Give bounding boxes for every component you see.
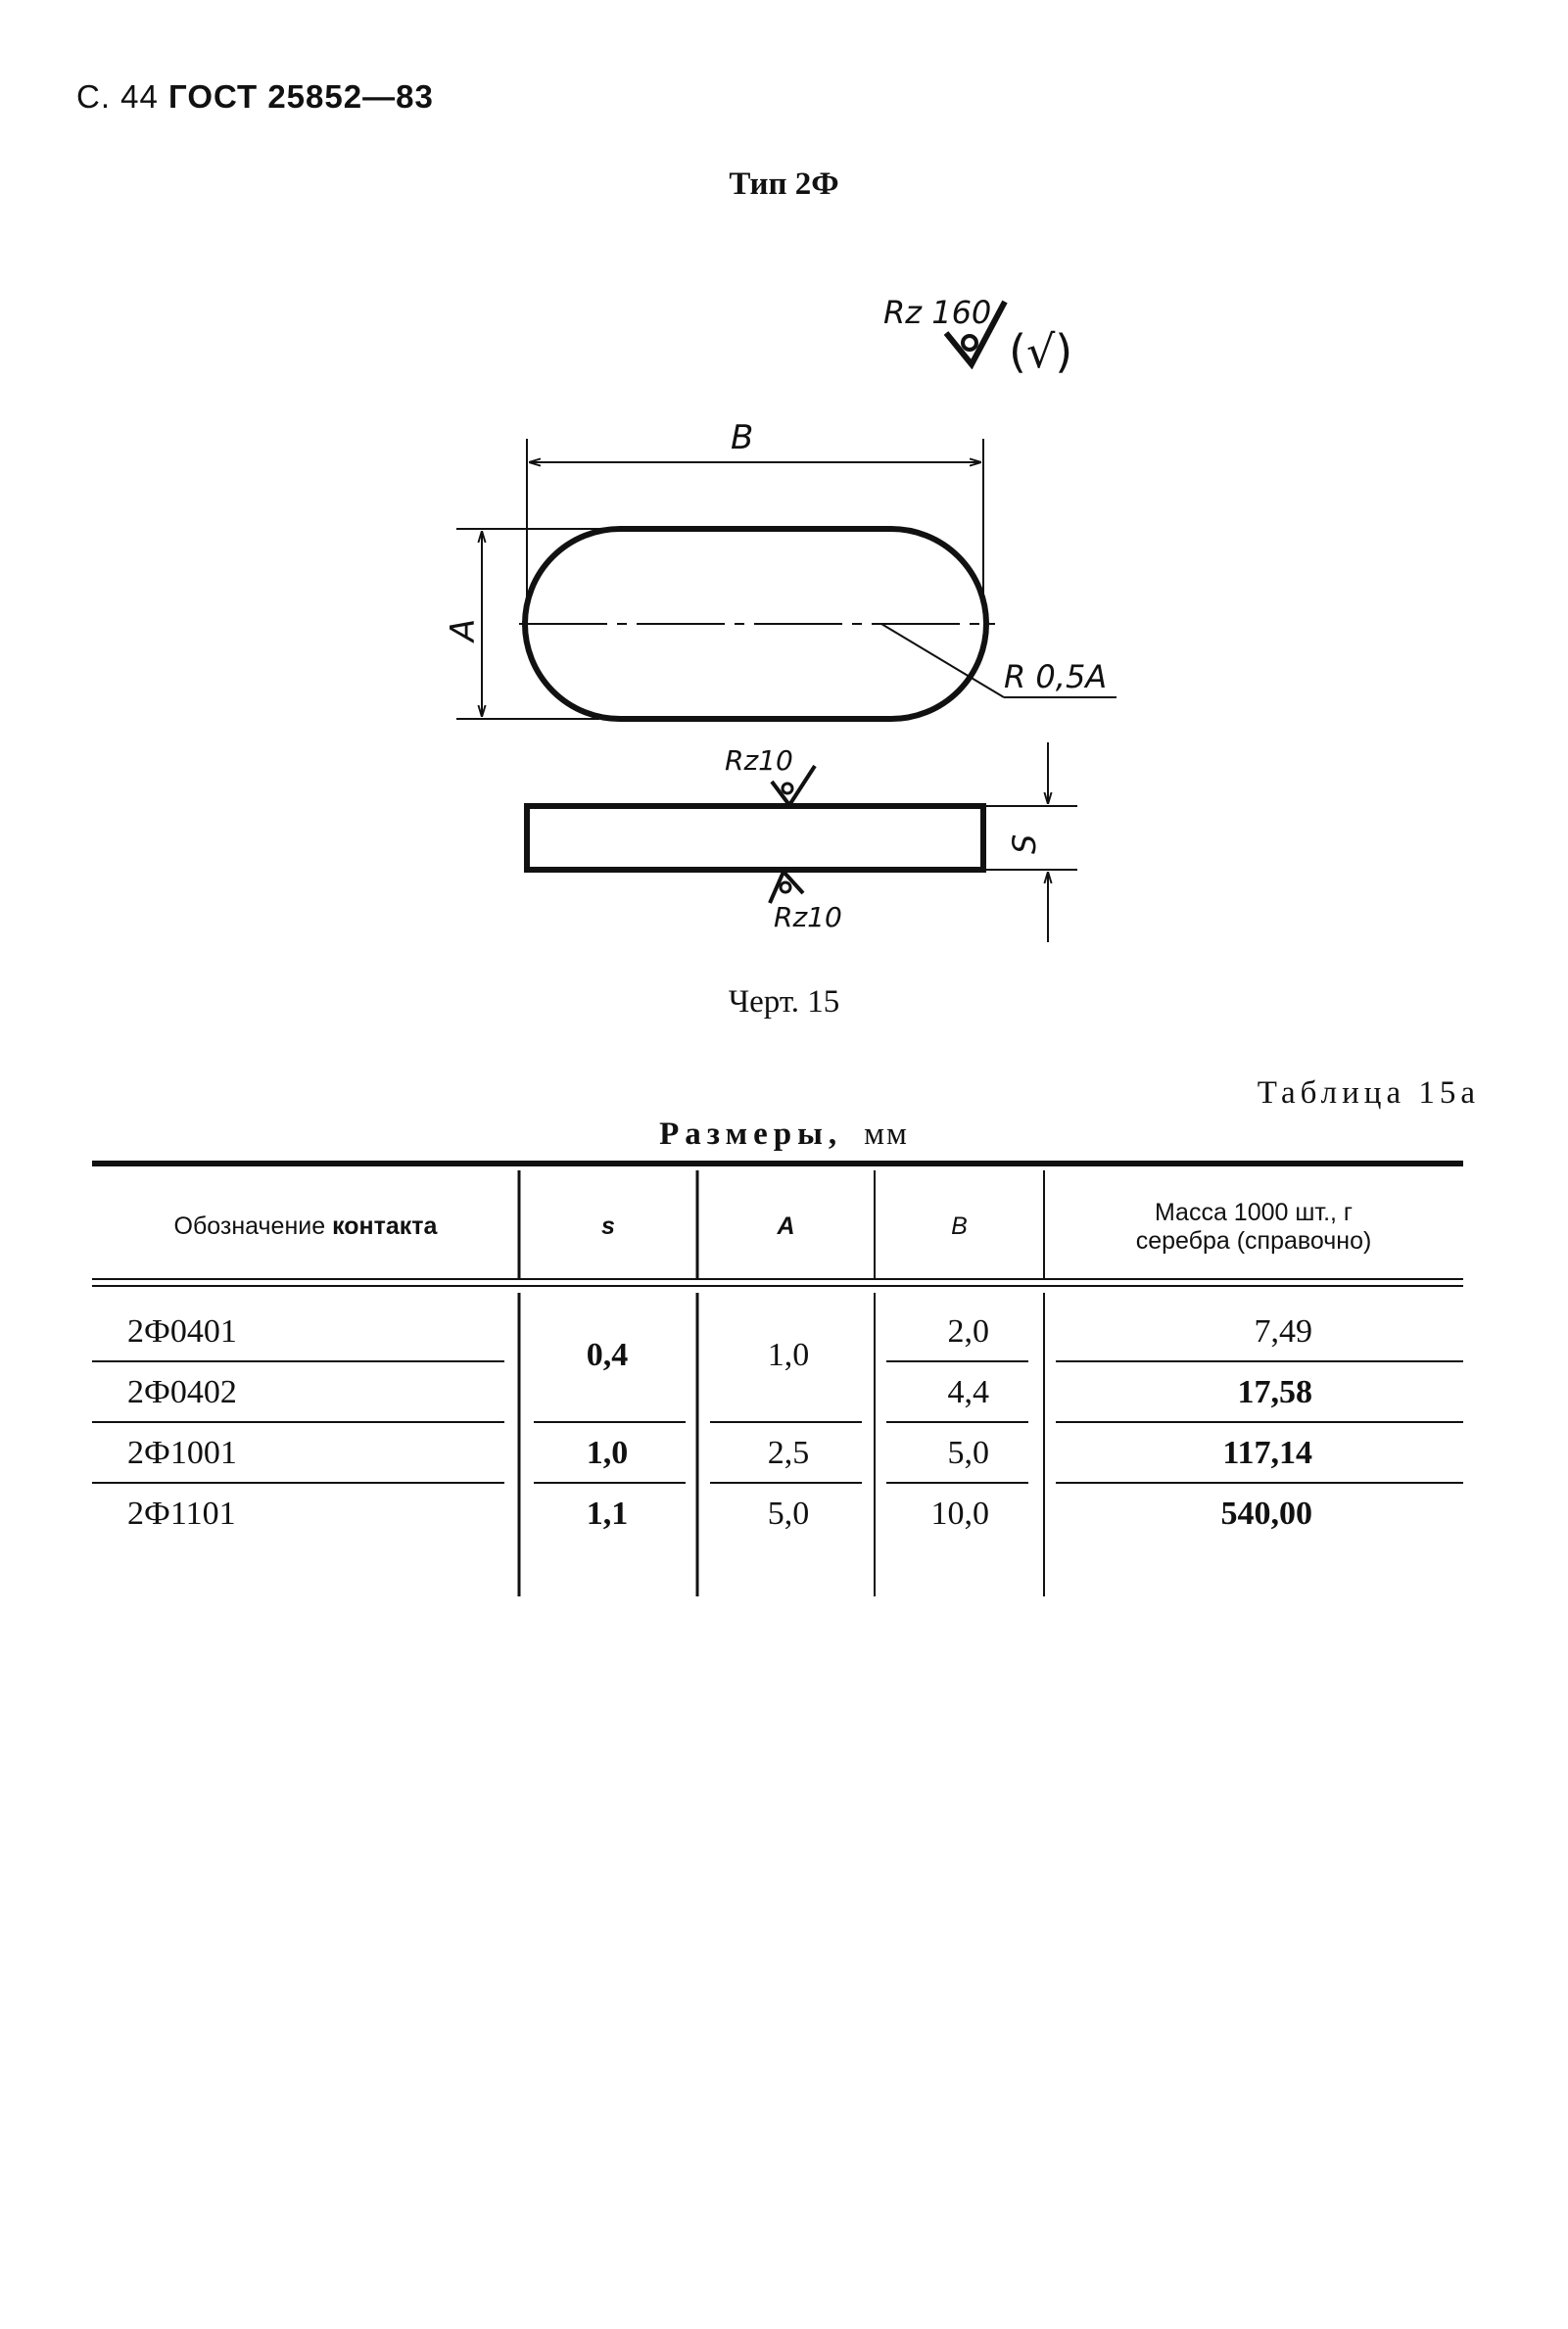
table-row-1-code: 2Ф0401 <box>127 1313 237 1350</box>
standard-number: ГОСТ 25852—83 <box>168 78 434 115</box>
table-row-2-code: 2Ф0402 <box>127 1374 237 1410</box>
table-row-1-mass: 7,49 <box>1254 1313 1312 1350</box>
roughness-paren-label: (√) <box>1009 325 1073 378</box>
header-a <box>697 1175 875 1278</box>
table-row-4-mass: 540,00 <box>1220 1496 1312 1532</box>
table-row-2-mass: 17,58 <box>1237 1374 1312 1410</box>
header-mass <box>1044 1175 1463 1278</box>
dim-a-label: A <box>444 618 483 642</box>
table-units: мм <box>864 1117 909 1152</box>
figure-caption: Черт. 15 <box>728 984 840 1020</box>
header-designation <box>92 1175 519 1278</box>
table-row-3-a: 2,5 <box>767 1435 810 1471</box>
header-mass-line2: серебра (справочно) <box>1135 1226 1372 1255</box>
type-title: Тип 2Ф <box>729 166 839 202</box>
roughness-general-label: Rz 160 <box>883 294 992 331</box>
table-row-3-code: 2Ф1001 <box>127 1435 237 1471</box>
table-label: Таблица 15а <box>1257 1075 1480 1111</box>
header-designation-a: Обозначение <box>173 1212 326 1241</box>
table-row-3-s: 1,0 <box>586 1435 629 1471</box>
header-mass-line1: Масса 1000 шт., г <box>1154 1198 1354 1226</box>
dim-b-label: B <box>731 418 754 457</box>
table-row-3-mass: 117,14 <box>1222 1435 1312 1471</box>
table-row-4-code: 2Ф1101 <box>127 1496 236 1532</box>
table-row-4-a: 5,0 <box>767 1496 810 1532</box>
table-row-1-s: 0,4 <box>586 1337 629 1373</box>
radius-label: R 0,5A <box>1004 658 1108 695</box>
table-row-1-b: 2,0 <box>947 1313 989 1350</box>
table-row-4-s: 1,1 <box>586 1496 629 1532</box>
header-b-text: B <box>951 1212 968 1241</box>
dim-s-label: S <box>1006 833 1043 854</box>
header-a-text: A <box>777 1212 795 1241</box>
table-row-4-b: 10,0 <box>930 1496 989 1532</box>
roughness-top-label: Rz10 <box>725 744 793 777</box>
header-designation-b: контакта <box>332 1212 438 1241</box>
table-row-1-a: 1,0 <box>767 1337 810 1373</box>
table-row-3-b: 5,0 <box>947 1435 989 1471</box>
page-number: С. 44 <box>76 78 159 115</box>
table-row-2-b: 4,4 <box>947 1374 989 1410</box>
header-b <box>875 1175 1044 1278</box>
header-s-text: s <box>601 1212 615 1241</box>
header-s <box>519 1175 697 1278</box>
roughness-bottom-label: Rz10 <box>774 901 842 933</box>
table-title-text: Размеры, <box>659 1117 843 1152</box>
